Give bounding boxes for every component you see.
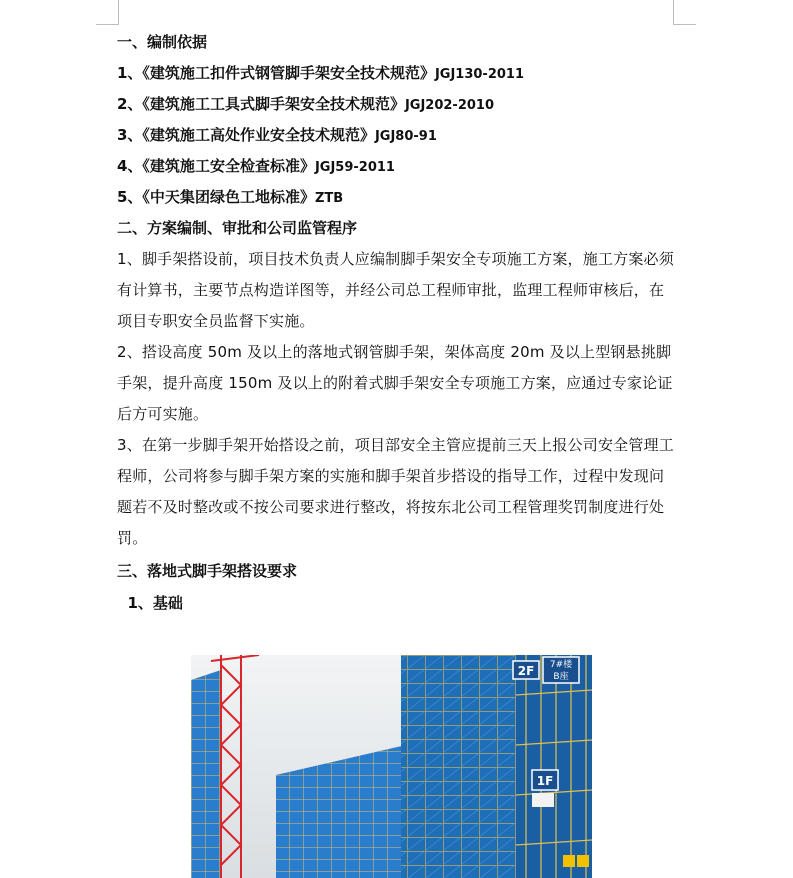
spec-item-text: 5、《中天集团绿色工地标准》 [117, 188, 315, 206]
warning-sign [563, 855, 575, 867]
sign-1f-text: 1F [536, 774, 554, 788]
paragraph-2: 2、搭设高度 50m 及以上的落地式钢管脚手架，架体高度 20m 及以上型钢悬挑脚手架，提升高度 150m 及以上的附着式脚手架安全专项施工方案，应通过专家论证后方可实施。 [117, 343, 673, 423]
spec-item-text: 1、《建筑施工扣件式钢管脚手架安全技术规范》 [117, 64, 435, 82]
spec-item-4 [117, 156, 395, 178]
spec-item-code: ZTB [314, 191, 344, 206]
spec-item-2 [117, 94, 494, 116]
spec-item-code: JGJ130-2011 [434, 67, 525, 82]
sign-building-block: B座 [553, 672, 569, 682]
spec-item-text: 3、《建筑施工高处作业安全技术规范》 [117, 126, 375, 144]
page-corner-mark-right [673, 0, 696, 25]
paragraph-3: 3、在第一步脚手架开始搭设之前，项目部安全主管应提前三天上报公司安全管理工程师，公司将参与脚手架方案的实施和脚手架首步搭设的指导工作，过程中发现问题若不及时整改或不按公司要求进行整改，将按东北公司工程管理奖罚制度进行处罚。 [117, 436, 674, 547]
spec-item-code: JGJ59-2011 [314, 160, 395, 175]
section-heading-approval: 二、方案编制、审批和公司监管程序 [117, 219, 358, 237]
sign-2f-text: 2F [517, 664, 535, 678]
spec-item-text: 4、《建筑施工安全检查标准》 [117, 157, 315, 175]
section-heading-basis: 一、编制依据 [117, 33, 208, 51]
spec-item-code: JGJ202-2010 [404, 98, 495, 113]
spec-item-5 [117, 187, 343, 209]
spec-item-1 [117, 63, 524, 85]
section-heading-scaffold: 三、落地式脚手架搭设要求 [117, 562, 298, 580]
subsection-heading-foundation: 1、基础 [117, 594, 183, 612]
warning-sign [577, 855, 589, 867]
scaffold-photo [191, 655, 592, 878]
page-corner-mark-left [96, 0, 119, 25]
sign-building-number: 7#楼 [549, 660, 573, 670]
paragraph-1: 1、脚手架搭设前，项目技术负责人应编制脚手架安全专项施工方案，施工方案必须有计算书，主要节点构造详图等，并经公司总工程师审批，监理工程师审核后，在项目专职安全员监督下实施。 [117, 250, 674, 330]
spec-item-text: 2、《建筑施工工具式脚手架安全技术规范》 [117, 95, 405, 113]
notice-board [532, 793, 554, 807]
spec-item-3 [117, 125, 437, 147]
spec-item-code: JGJ80-91 [374, 129, 437, 144]
right-building-front [401, 655, 521, 878]
left-building [191, 670, 221, 878]
